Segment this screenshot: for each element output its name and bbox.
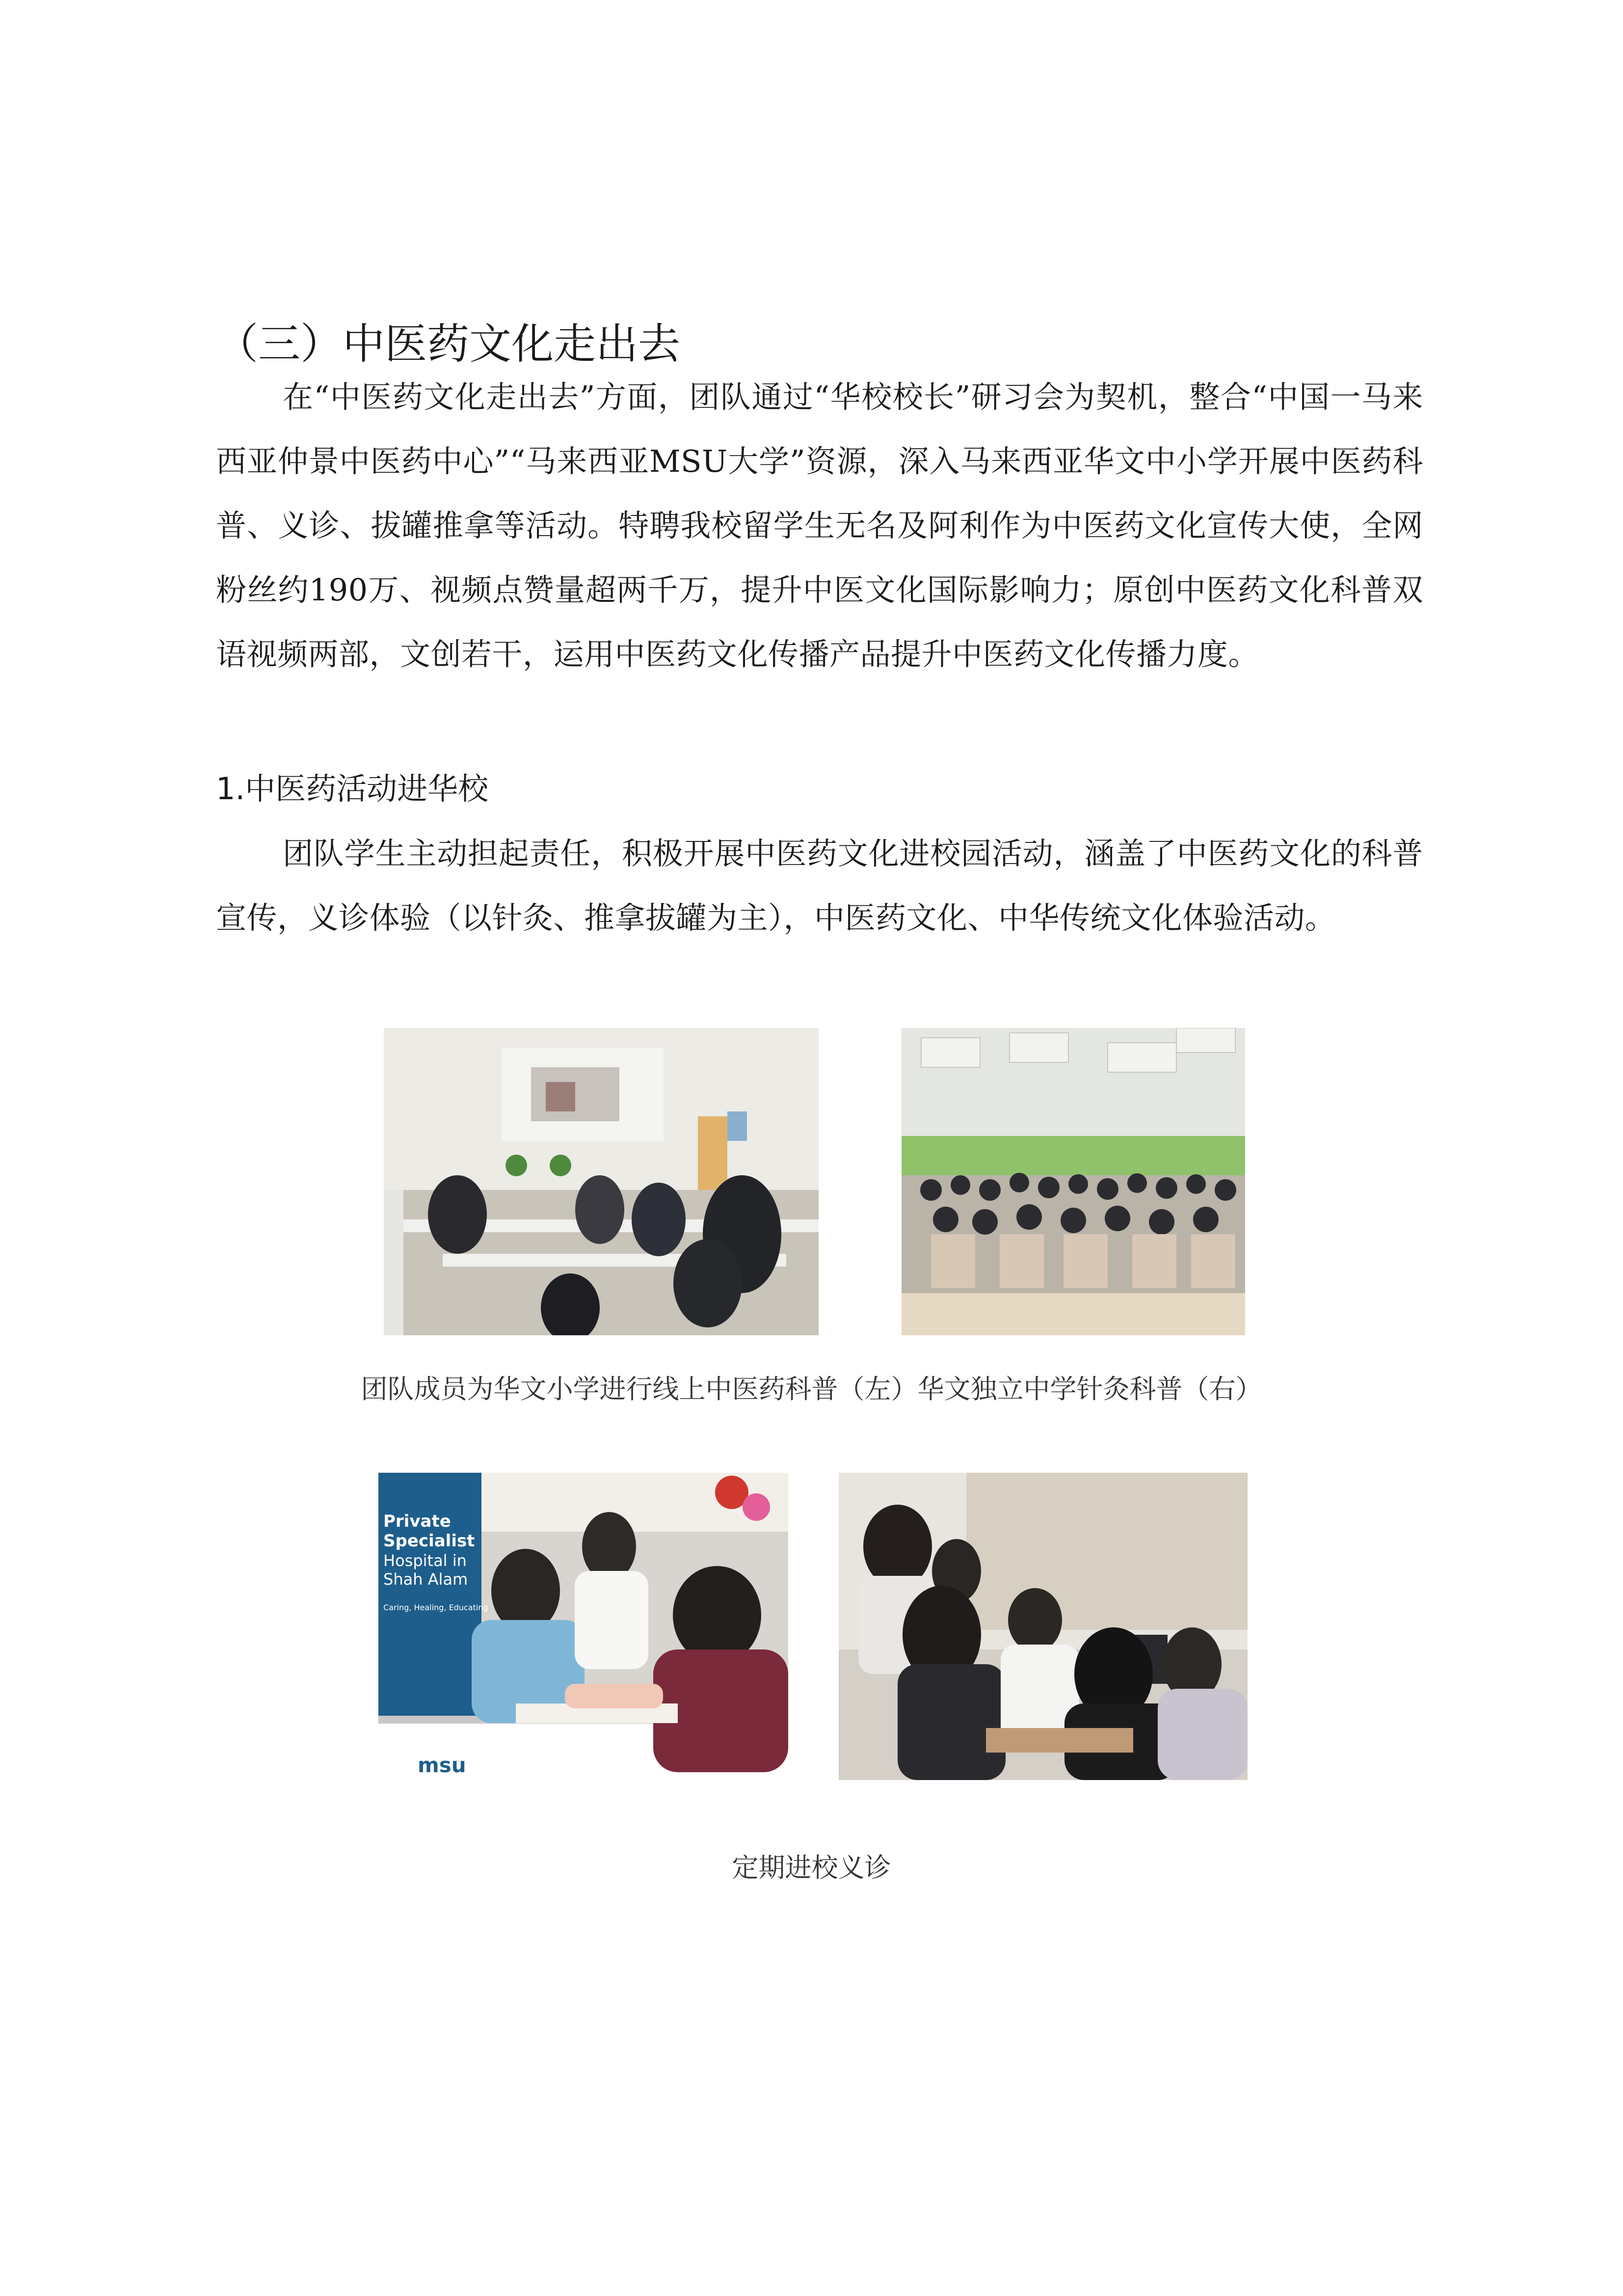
- intro-paragraph: 在“中医药文化走出去”方面，团队通过“华校校长”研习会为契机，整合“中国一马来西亚仲景中医药中心”“马来西亚MSU大学”资源，深入马来西亚华文中小学开展中医药科普、义诊、拔罐推拿等活动。特聘我校留学生无名及阿利作为中医药文化宣传大使，全网粉丝约190万、视频点赞量超两千万，提升中医文化国际影响力；原创中医药文化科普双语视频两部，文创若干，运用中医药文化传播产品提升中医药文化传播力度。: [216, 379, 1423, 672]
- banner-tagline: Caring, Healing, Educating: [383, 1603, 488, 1612]
- activities-paragraph: 团队学生主动担起责任，积极开展中医药文化进校园活动，涵盖了中医药文化的科普宣传，义诊体验（以针灸、推拿拔罐为主），中医药文化、中华传统文化体验活动。: [216, 836, 1423, 936]
- section-heading: （三）中医药文化走出去: [216, 320, 680, 369]
- photo-free-clinic-consultation-room: [839, 1473, 1248, 1780]
- msu-logo-text: msu: [418, 1753, 466, 1777]
- figure-caption-free-clinic: 定期进校义诊: [732, 1852, 891, 1883]
- subsection-heading: 1.中医药活动进华校: [216, 771, 489, 807]
- banner-text-line-1: Private: [383, 1512, 451, 1531]
- photo-free-clinic-msu-booth: [378, 1473, 788, 1780]
- banner-text-line-3: Hospital in: [383, 1551, 467, 1570]
- banner-text-line-4: Shah Alam: [383, 1570, 468, 1589]
- photo-online-lesson-classroom: [384, 1028, 819, 1335]
- photo-acupuncture-lesson-group: [902, 1028, 1245, 1335]
- banner-text-line-2: Specialist: [383, 1531, 475, 1551]
- figure-caption-school-lessons: 团队成员为华文小学进行线上中医药科普（左）华文独立中学针灸科普（右）: [361, 1374, 1262, 1405]
